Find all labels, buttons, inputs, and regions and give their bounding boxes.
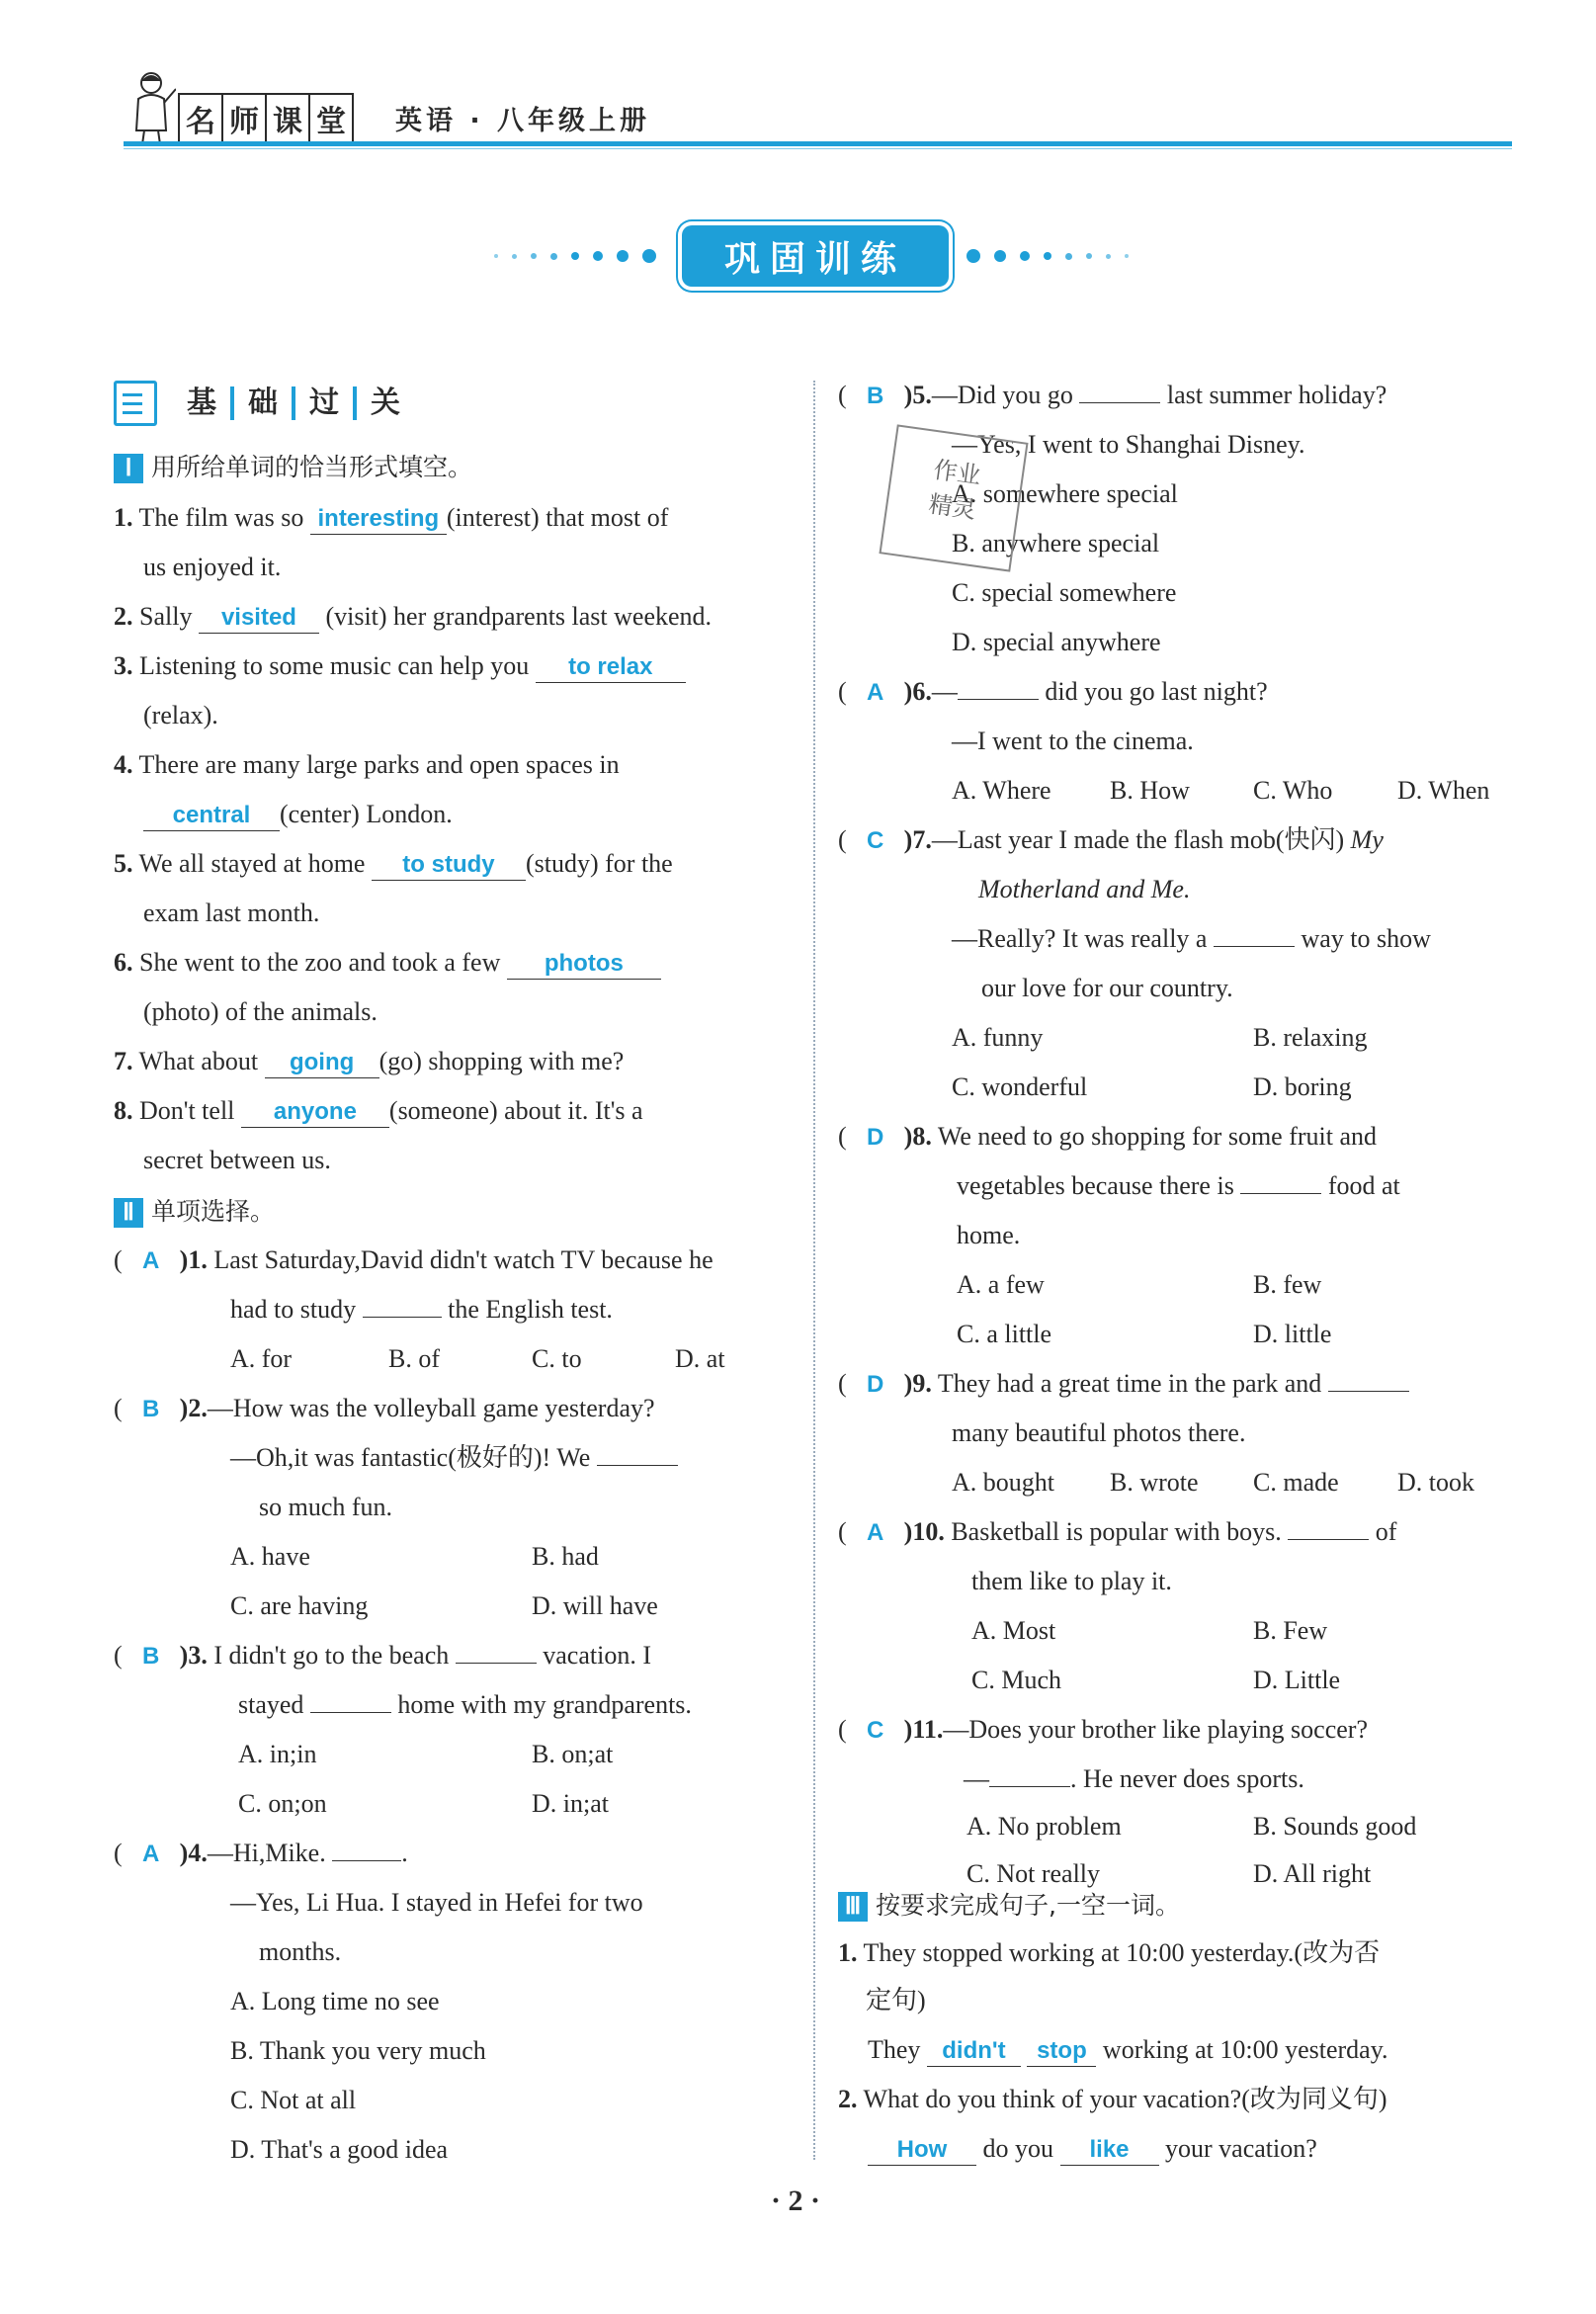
p2-q6-options: A. Where B. How C. Who D. When: [952, 776, 1490, 805]
choice-answer[interactable]: C: [867, 1717, 884, 1744]
p2-q1-line1: ( A )1. Last Saturday,David didn't watch TV because he: [114, 1243, 714, 1279]
answer-blank[interactable]: photos: [507, 949, 661, 980]
p1-q4-line2: central (center) London.: [143, 797, 453, 832]
p2-q1-line2: had to study the English test.: [230, 1295, 613, 1324]
p3-q2-line2: How do you like your vacation?: [868, 2131, 1317, 2167]
section-title-char: 关: [371, 386, 400, 420]
p2-q4-line2: —Yes, Li Hua. I stayed in Hefei for two: [230, 1888, 643, 1917]
p1-q3-line1: 3. Listening to some music can help you to relax: [114, 648, 686, 684]
p1-q1-line2: us enjoyed it.: [143, 553, 282, 581]
p2-q7-line3: —Really? It was really a way to show: [952, 924, 1431, 953]
header-rule: [124, 141, 1512, 146]
header-rule-thin: [124, 148, 1512, 149]
p2-q4-option-b: B. Thank you very much: [230, 2036, 486, 2065]
banner-dots-left: [494, 249, 656, 263]
p2-q7-line4: our love for our country.: [981, 974, 1233, 1002]
answer-blank[interactable]: central: [143, 801, 280, 831]
p2-q2-options-cd: C. are having D. will have: [230, 1591, 658, 1620]
p1-q5-line2: exam last month.: [143, 899, 320, 927]
p3-q1-line3: They didn't stop working at 10:00 yesterday.: [868, 2032, 1388, 2068]
p2-q11-options-ab: A. No problem B. Sounds good: [966, 1812, 1417, 1841]
p2-q2-line3: so much fun.: [259, 1493, 393, 1521]
teacher-mascot-icon: [126, 69, 176, 144]
answer-blank[interactable]: stop: [1027, 2036, 1096, 2067]
section-title-char: 过: [295, 386, 357, 420]
roman-numeral: Ⅲ: [838, 1892, 868, 1922]
banner-dots-right: [966, 249, 1129, 263]
p2-q8-line2: vegetables because there is food at: [957, 1171, 1400, 1200]
brand-logo: [178, 97, 352, 140]
watermark-stamp: 作业 精灵: [879, 424, 1028, 571]
p2-q10-options-cd: C. Much D. Little: [971, 1666, 1341, 1694]
p2-q1-options: A. for B. of C. to D. at: [230, 1344, 725, 1373]
p2-q3-options-cd: C. on;on D. in;at: [238, 1789, 609, 1818]
page-number: · 2 ·: [771, 2185, 821, 2217]
p2-q7-options-ab: A. funny B. relaxing: [952, 1023, 1368, 1052]
p2-q2-line2: —Oh,it was fantastic(极好的)! We: [230, 1440, 678, 1476]
answer-blank[interactable]: like: [1060, 2135, 1159, 2166]
answer-blank[interactable]: How: [868, 2135, 976, 2166]
brand-char: 师: [221, 93, 267, 144]
p2-q8-line3: home.: [957, 1221, 1021, 1249]
choice-answer[interactable]: C: [867, 827, 884, 854]
p2-q4-line3: months.: [259, 1937, 342, 1966]
part1-heading-text: 用所给单词的恰当形式填空。: [151, 453, 473, 481]
choice-answer[interactable]: B: [142, 1396, 160, 1422]
p2-q2-line1: ( B )2.—How was the volleyball game yesterday?: [114, 1391, 655, 1427]
section-title-char: 基: [173, 386, 234, 420]
p1-q8-line2: secret between us.: [143, 1146, 331, 1174]
p1-q1-line1: 1. The film was so interesting (interest) that most of: [114, 500, 668, 536]
p2-q11-line2: — . He never does sports.: [964, 1764, 1304, 1793]
choice-answer[interactable]: A: [867, 1519, 884, 1546]
choice-answer[interactable]: A: [142, 1841, 160, 1867]
p3-q1-line1: 1. They stopped working at 10:00 yesterday.(改为否: [838, 1938, 1381, 1967]
p1-q3-line2: (relax).: [143, 701, 218, 729]
p2-q5-option-d: D. special anywhere: [952, 628, 1161, 656]
p2-q10-line2: them like to play it.: [971, 1567, 1172, 1595]
p2-q3-line2: stayed home with my grandparents.: [238, 1690, 692, 1719]
answer-blank[interactable]: to study: [372, 850, 526, 881]
p1-q6-line2: (photo) of the animals.: [143, 997, 378, 1026]
section-title: [114, 381, 414, 426]
p1-q7: 7. What about going (go) shopping with me?: [114, 1044, 624, 1079]
section-title-char: 础: [234, 386, 295, 420]
part3-heading-text: 按要求完成句子,一空一词。: [876, 1891, 1180, 1920]
p2-q8-line1: ( D )8. We need to go shopping for some fruit and: [838, 1119, 1377, 1156]
p2-q6-line2: —I went to the cinema.: [952, 727, 1194, 755]
p2-q10-line1: ( A )10. Basketball is popular with boys. of: [838, 1514, 1396, 1551]
p2-q4-option-d: D. That's a good idea: [230, 2135, 449, 2164]
answer-blank[interactable]: interesting: [310, 504, 447, 535]
answer-blank[interactable]: to relax: [536, 652, 686, 683]
p2-q11-options-cd: C. Not really D. All right: [966, 1859, 1372, 1888]
p2-q8-options-ab: A. a few B. few: [957, 1270, 1322, 1299]
p2-q5-line1: ( B )5.—Did you go last summer holiday?: [838, 378, 1386, 414]
notebook-icon: [114, 381, 157, 426]
column-divider: [813, 381, 815, 2160]
part2-heading-text: 单项选择。: [151, 1197, 276, 1226]
part1-heading: [114, 450, 472, 485]
p1-q5-line1: 5. We all stayed at home to study (study) for the: [114, 846, 673, 882]
p2-q9-line2: many beautiful photos there.: [952, 1418, 1246, 1447]
answer-blank[interactable]: visited: [199, 603, 319, 634]
p2-q11-line1: ( C )11.—Does your brother like playing soccer?: [838, 1712, 1368, 1749]
choice-answer[interactable]: B: [142, 1643, 160, 1670]
brand-char: 名: [178, 93, 223, 144]
p2-q5-option-a: A. somewhere special: [952, 479, 1178, 508]
p1-q2: 2. Sally visited (visit) her grandparents last weekend.: [114, 599, 712, 635]
banner-title: 巩固训练: [723, 238, 906, 280]
choice-answer[interactable]: A: [867, 679, 884, 706]
p2-q4-line1: ( A )4.—Hi,Mike. .: [114, 1836, 408, 1872]
p2-q8-options-cd: C. a little D. little: [957, 1320, 1332, 1348]
p2-q6-line1: ( A )6.— did you go last night?: [838, 674, 1268, 711]
p1-q8-line1: 8. Don't tell anyone (someone) about it. It's a: [114, 1093, 643, 1129]
part2-heading: [114, 1194, 275, 1230]
part3-heading: [838, 1888, 1180, 1924]
answer-blank[interactable]: going: [265, 1048, 379, 1078]
p2-q7-line2: Motherland and Me.: [978, 875, 1191, 903]
p2-q4-option-a: A. Long time no see: [230, 1987, 440, 2015]
answer-blank[interactable]: anyone: [241, 1097, 389, 1128]
choice-answer[interactable]: D: [867, 1124, 884, 1151]
roman-numeral: Ⅱ: [114, 1198, 143, 1228]
section-banner: [682, 225, 949, 287]
p2-q4-option-c: C. Not at all: [230, 2086, 357, 2114]
book-subtitle: 英语 · 八年级上册: [395, 106, 651, 136]
brand-char: 堂: [308, 93, 354, 144]
p1-q6-line1: 6. She went to the zoo and took a few photos: [114, 945, 661, 981]
answer-blank[interactable]: didn't: [927, 2036, 1021, 2067]
choice-answer[interactable]: D: [867, 1371, 884, 1398]
p2-q5-line2: —Yes, I went to Shanghai Disney.: [952, 430, 1305, 459]
p2-q10-options-ab: A. Most B. Few: [971, 1616, 1328, 1645]
p2-q9-options: A. bought B. wrote C. made D. took: [952, 1468, 1474, 1497]
p2-q3-line1: ( B )3. I didn't go to the beach vacation. I: [114, 1638, 651, 1674]
p2-q2-options-ab: A. have B. had: [230, 1542, 599, 1571]
p3-q2-line1: 2. What do you think of your vacation?(改为同义句): [838, 2085, 1387, 2113]
p2-q7-line1: ( C )7.—Last year I made the flash mob(快闪) My: [838, 822, 1384, 859]
p2-q3-options-ab: A. in;in B. on;at: [238, 1740, 614, 1768]
p2-q5-option-b: B. anywhere special: [952, 529, 1160, 557]
roman-numeral: Ⅰ: [114, 454, 143, 483]
p2-q5-option-c: C. special somewhere: [952, 578, 1177, 607]
p2-q7-options-cd: C. wonderful D. boring: [952, 1072, 1352, 1101]
choice-answer[interactable]: B: [867, 383, 884, 409]
brand-char: 课: [265, 93, 310, 144]
p1-q4-line1: 4. There are many large parks and open spaces in: [114, 750, 620, 779]
choice-answer[interactable]: A: [142, 1247, 160, 1274]
p3-q1-line2: 定句): [866, 1986, 926, 2014]
p2-q9-line1: ( D )9. They had a great time in the park and: [838, 1366, 1409, 1403]
